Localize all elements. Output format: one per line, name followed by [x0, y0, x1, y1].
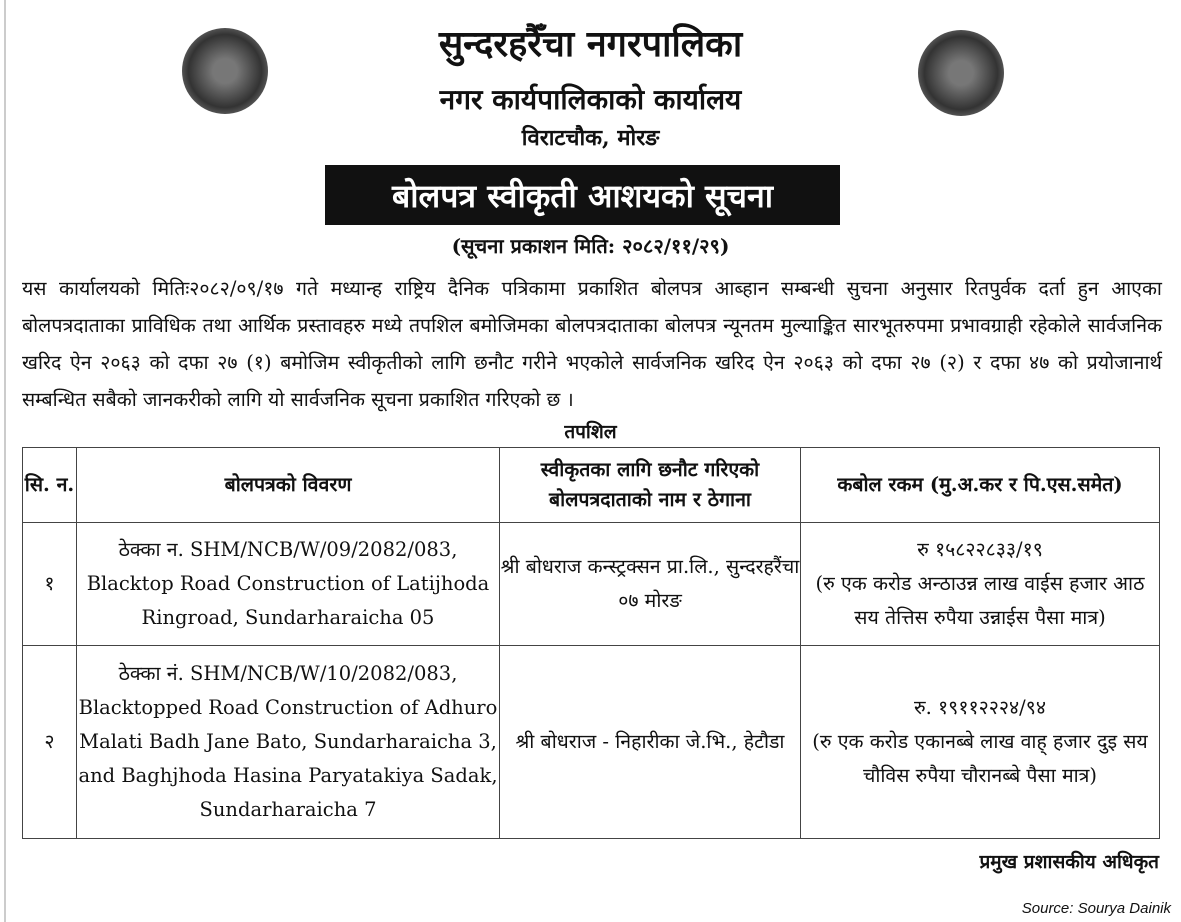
table-header-row: [23, 448, 1160, 523]
table-title: तपशिल: [564, 421, 617, 443]
amount-figure: रु. १९११२२२४/९४: [913, 696, 1047, 719]
office-address: विराटचौक, मोरङ: [521, 125, 660, 151]
source-credit: Source: Sourya Dainik: [1021, 900, 1171, 917]
signature-title: प्रमुख प्रशासकीय अधिकृत: [979, 851, 1159, 873]
cell-bidder: श्री बोधराज कन्स्ट्रक्सन प्रा.लि., सुन्दरहरैंचा ०७ मोरङ: [500, 523, 801, 646]
cell-amount: [801, 646, 1160, 839]
col-bidder: स्वीकृतका लागि छनौट गरिएको बोलपत्रदाताको नाम र ठेगाना: [500, 448, 801, 523]
table-row: [23, 523, 1160, 646]
notice-title: बोलपत्र स्वीकृती आशयको सूचना: [325, 165, 840, 225]
col-amount: कबोल रकम (मु.अ.कर र पि.एस.समेत): [801, 448, 1160, 523]
cell-description: ठेक्का नं. SHM/NCB/W/10/2082/083, Blacktopped Road Construction of Adhuro Malati Badh Jane Bato, Sundarharaicha 3, and Baghjhoda Hasina Paryatakiya Sadak, Sundarharaicha 7: [77, 646, 500, 839]
cell-sn: २: [23, 646, 77, 839]
col-sn: सि. न.: [23, 448, 77, 523]
table-row: [23, 646, 1160, 839]
notice-body: यस कार्यालयको मितिः२०८२/०९/१७ गते मध्यान्ह राष्ट्रिय दैनिक पत्रिकामा प्रकाशित बोलपत्र आब्हान सम्बन्धी सुचना अनुसार रितपुर्वक दर्ता हुन आएका बोलपत्रदाताका प्राविधिक तथा आर्थिक प्रस्तावहरु मध्ये तपशिल बमोजिमका बोलपत्रदाताका बोलपत्र न्यूनतम मुल्याङ्कित सारभूतरुपमा प्रभावग्राही रहेकोले सार्वजनिक खरिद ऐन २०६३ को दफा २७ (१) बमोजिम स्वीकृतीको लागि छनौट गरीने भएकोले सार्वजनिक खरिद ऐन २०६३ को दफा २७ (२) र दफा ४७ को प्रयोजानार्थ सम्बन्धित सबैको जानकरीको लागि यो सार्वजनिक सूचना प्रकाशित गरिएको छ ।: [22, 277, 1162, 411]
cell-bidder: श्री बोधराज - निहारीका जे.भि., हेटौडा: [500, 646, 801, 839]
cell-sn: १: [23, 523, 77, 646]
cell-description: ठेक्का न. SHM/NCB/W/09/2082/083, Blacktop Road Construction of Latijhoda Ringroad, Sundarharaicha 05: [77, 523, 500, 646]
amount-figure: रु १५८२२८३३/१९: [917, 538, 1043, 561]
amount-words: (रु एक करोड अन्ठाउन्न लाख वाईस हजार आठ सय तेत्तिस रुपैया उन्नाईस पैसा मात्र): [815, 572, 1145, 629]
cell-amount: [801, 523, 1160, 646]
office-name: नगर कार्यपालिकाको कार्यालय: [439, 83, 742, 116]
bid-table: [22, 447, 1160, 839]
amount-words: (रु एक करोड एकानब्बे लाख वाह् हजार दुइ सय चौविस रुपैया चौरानब्बे पैसा मात्र): [812, 730, 1148, 787]
col-description: बोलपत्रको विवरण: [77, 448, 500, 523]
publish-date: (सूचना प्रकाशन मिति: २०८२/११/२९): [451, 234, 730, 258]
municipality-name: सुन्दरहरैँचा नगरपालिका: [438, 23, 743, 65]
